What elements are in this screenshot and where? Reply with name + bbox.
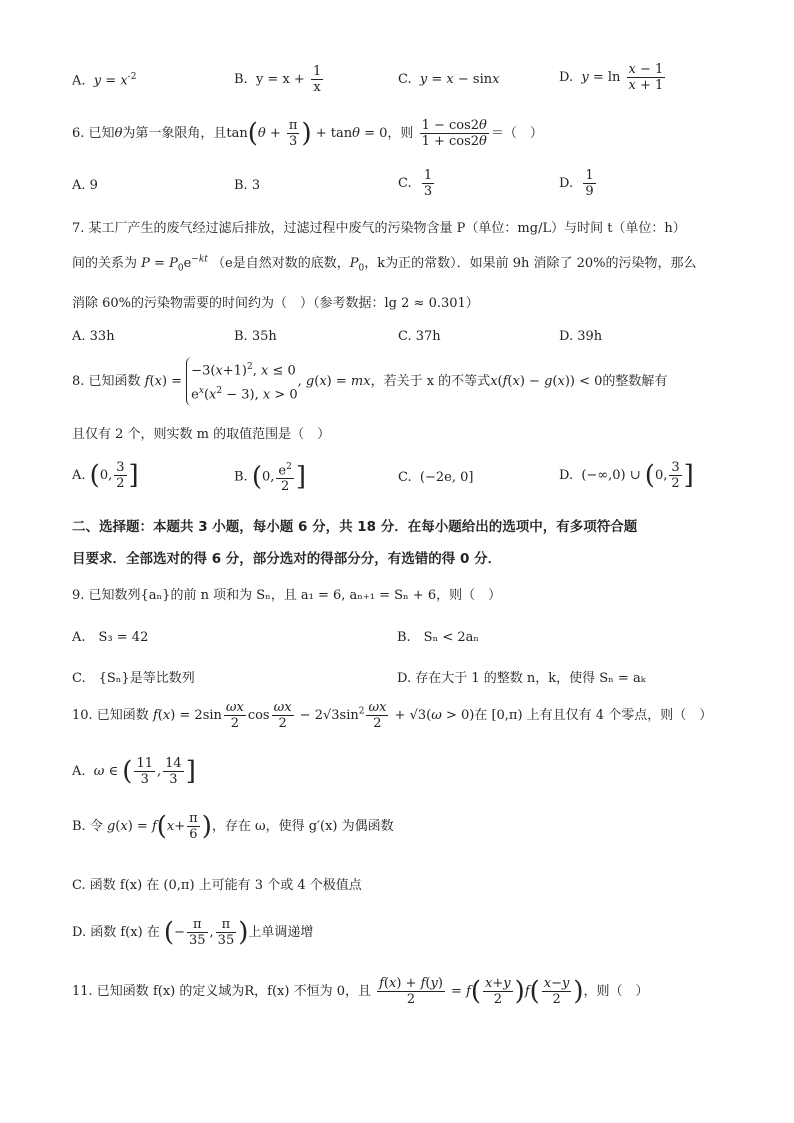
q8-stem-1: 已知函数 (88, 373, 141, 389)
piecewise-function: $-3(x+1)^2$, x ≤ 0 $e^x(x^2 - 3)$, x > 0 (186, 357, 297, 406)
q6-stem-3: ，则 (387, 126, 414, 141)
option-label: A. (72, 764, 86, 779)
q8-option-d: D. (−∞,0) ∪ (0, $\frac{3}{2}$ ] (559, 460, 694, 491)
q7-line-3: 消除 60%的污染物需要的时间约为（ ）（参考数据：lg 2 ≈ 0.301） (72, 296, 479, 311)
q6-option-b: B. 3 (234, 178, 261, 193)
q9-option-d: D. 存在大于 1 的整数 n，k，使得 Sₙ = aₖ (397, 671, 646, 686)
fraction: $\frac{e^2}{2}$ (278, 462, 292, 495)
fraction: $\frac{11}{3}$ (136, 756, 153, 787)
q10-option-b: B. 令 g(x) = f(x+ $\frac{\pi}{6}$ )，存在 ω，使得 g′(x) 为偶函数 (72, 811, 394, 842)
fraction: $\frac{\omega x}{2}$ (273, 700, 292, 731)
q7-option-b: B. 35h (234, 329, 277, 344)
q9-option-c: C. {Sₙ}是等比数列 (72, 671, 195, 686)
q8-line-2: 且仅有 2 个，则实数 m 的取值范围是（ ） (72, 427, 331, 442)
option-label: B. (234, 469, 248, 485)
q10-stem-b: 在 [0,π) 上有且仅有 4 个零点，则（ ） (474, 708, 713, 723)
q8-option-c: C. (−2e, 0] (398, 470, 474, 485)
q10-option-d: D. 函数 f(x) 在 (− $\frac{\pi}{35}$ , $\frac{\pi}{35}$ )上单调递增 (72, 917, 314, 948)
q5-option-c: C. y = x − sinx (398, 72, 500, 87)
question-6: 6. 已知θ为第一象限角，且tan(θ + $\frac{\pi}{3}$ ) + tanθ = 0，则 $\frac{1 - \cos 2\theta}{1 + \cos 2\theta}$ ＝（ ） (72, 118, 543, 149)
fraction: $\frac{f(x) + f(y)}{2}$ (379, 976, 443, 1007)
q10-option-d-b: 上单调递增 (248, 925, 314, 940)
fraction: $\frac{\pi}{35}$ (188, 917, 206, 948)
q10-option-b-a: B. 令 (72, 819, 103, 834)
q11-stem-b: ，则（ ） (583, 984, 649, 999)
fraction: $\frac{x+y}{2}$ (485, 976, 511, 1007)
q5-option-a: A. $y = x^{-2}$ (72, 72, 137, 89)
q6-stem-4: ＝（ ） (490, 126, 543, 141)
q6-option-d (559, 168, 598, 199)
q10-option-d-a: D. 函数 f(x) 在 (72, 925, 160, 940)
fraction: $\frac{1}{3}$ (423, 168, 433, 199)
q7-line-2b: （e是自然对数的底数， (212, 256, 350, 271)
q6-option-a: A. 9 (72, 178, 98, 193)
fraction: $\frac{1}{9}$ (585, 168, 594, 199)
fraction: $\frac{\pi}{6}$ (189, 811, 198, 842)
fraction: $\frac{\pi}{3}$ (288, 118, 298, 149)
q11-stem: 11. 已知函数 f(x) 的定义域为R，f(x) 不恒为 0，且 $\frac{f(x) + f(y)}{2}$ = f( $\frac{x+y}{2}$ )f( $\frac{x-y}{2}$ )，则（ ） (72, 976, 649, 1007)
q8-line-1: 8. 已知函数 $f(x) = -3(x+1)^2$, x ≤ 0 $e^x(x^2 - 3)$, x > 0, g(x) = mx，若关于 x 的不等式x(f(x) − g(x)) < 0的整数解有 (72, 357, 734, 406)
fraction: $\frac{14}{3}$ (165, 756, 182, 787)
option-label: D. (559, 176, 574, 191)
q9-option-b: B. Sₙ < 2aₙ (397, 630, 480, 645)
section-2-heading-1: 二、选择题：本题共 3 小题，每小题 6 分，共 18 分．在每小题给出的选项中，有多项符合题 (72, 519, 638, 535)
q7-option-c: C. 37h (398, 329, 441, 344)
q6-stem-1: 已知 (88, 126, 115, 141)
q8-stem-3: 的整数解有 (602, 373, 668, 389)
fraction: $\frac{1 - \cos 2\theta}{1 + \cos 2\theta}$ (421, 118, 487, 149)
fraction: $\frac{x - 1}{x + 1}$ (628, 62, 664, 93)
q10-option-b-b: ，存在 ω，使得 g′(x) 为偶函数 (211, 819, 394, 834)
q8-option-a: A. (0, $\frac{3}{2}$ ] (72, 460, 139, 491)
q11-stem-a: 11. 已知函数 f(x) 的定义域为R，f(x) 不恒为 0，且 (72, 984, 371, 999)
q6-option-c (398, 168, 436, 199)
q7-line-2c: ，k为正的常数）．如果前 9h 消除了 20%的污染物，那么 (364, 256, 697, 271)
option-label: A. (72, 468, 86, 483)
fraction: $\frac{\omega x}{2}$ (368, 700, 387, 731)
q7-line-1: 7. 某工厂产生的废气经过滤后排放，过滤过程中废气的污染物含量 P（单位：mg/L）与时间 t（单位：h） (72, 221, 686, 236)
q10-stem-a: 10. 已知函数 (72, 708, 149, 723)
option-label: D. (559, 70, 574, 85)
option-label: C. (398, 470, 412, 485)
q10-option-a: A. ω ∈ ( $\frac{11}{3}$ , $\frac{14}{3}$ ] (72, 756, 196, 787)
fraction: $\frac{3}{2}$ (116, 460, 125, 491)
q7-line-2: 间的关系为 $P = P_0e^{-kt}$ （e是自然对数的底数，$P_0$，k为正的常数）．如果前 9h 消除了 20%的污染物，那么 (72, 254, 697, 274)
option-label: A. (72, 73, 86, 89)
q6-stem-2: 为第一象限角，且 (122, 126, 227, 141)
option-label: C. (398, 72, 412, 87)
q8-option-b: B. (0, $\frac{e^2}{2}$ ] (234, 462, 306, 495)
q7-line-2a: 间的关系为 (72, 256, 138, 271)
q10-stem: 10. 已知函数 f(x) = 2sin $\frac{\omega x}{2}$ cos $\frac{\omega x}{2}$ − $2√3\sin^2$ $\frac{\omega x}{2}$ + √3(ω > 0)在 [0,π) 上有且仅有 4 个零点，则（ ） (72, 700, 713, 731)
fraction: $\frac{\pi}{35}$ (217, 917, 235, 948)
q10-option-c: C. 函数 f(x) 在 (0,π) 上可能有 3 个或 4 个极值点 (72, 878, 362, 893)
q8-stem-2: ，若关于 x 的不等式 (370, 373, 491, 389)
fraction: $\frac{x-y}{2}$ (543, 976, 570, 1007)
option-label: B. (234, 72, 248, 87)
fraction: $\frac{\omega x}{2}$ (225, 700, 244, 731)
fraction: $\frac{1}{x}$ (312, 64, 322, 95)
q7-option-a: A. 33h (72, 329, 115, 344)
fraction: $\frac{3}{2}$ (671, 460, 680, 491)
q7-option-d: D. 39h (559, 329, 603, 344)
question-number: 6. (72, 126, 85, 141)
q9-stem: 9. 已知数列{aₙ}的前 n 项和为 Sₙ，且 a₁ = 6, aₙ₊₁ = Sₙ + 6，则（ ） (72, 588, 502, 603)
q9-option-a: A. S₃ = 42 (72, 630, 149, 645)
section-2-heading-2: 目要求．全部选对的得 6 分，部分选对的得部分分，有选错的得 0 分． (72, 551, 502, 567)
q5-option-d: D. y = ln $\frac{x - 1}{x + 1}$ (559, 62, 664, 93)
option-label: D. (559, 468, 574, 483)
question-number: 8. (72, 373, 85, 389)
option-label: C. (398, 176, 412, 191)
q5-option-b: B. y = x + $\frac{1}{x}$ (234, 64, 322, 95)
